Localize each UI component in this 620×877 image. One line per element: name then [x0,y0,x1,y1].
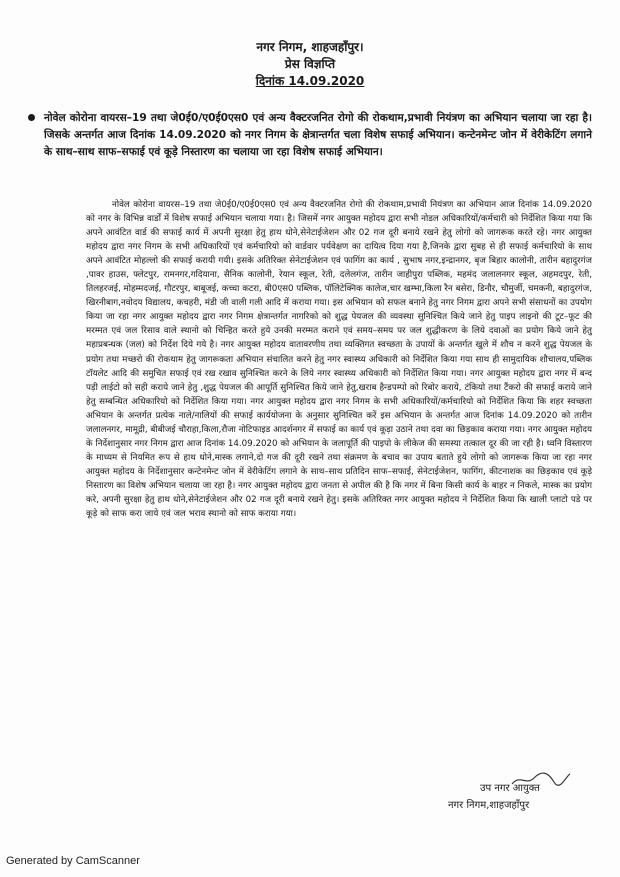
bullet-icon [28,114,35,121]
signatory-org: नगर निगम,शाहजहाँपुर [448,800,530,811]
body-paragraph: नोवेल कोरोना वायरस–19 तथा जे0ई0/ए0ई0एस0 एवं अन्य वैक्टरजनित रोगो की रोकथाम,प्रभावी नियंत्रण का अभियान आज दिनांक 14.09.2020 को नगर के विभिन्न वार्डों में विशेष सफाई अभियान चलाया गया। है। जिसमें नगर आयुक्त महोदय द्वारा सभी नोडल अधिकारियों/कर्मचारी को निर्देशित किया गया कि अपने आवंटित वार्ड की सफाई कार्य में अपनी सुरक्षा हेतु हाथ धोने,सेनेटाईजेशन और 02 गज दूरी बनाये रखने हेतु लोगो को जागरूक करते रहे। नगर आयुक्त महोदय द्वारा नगर निगम के सभी अधिकारियों एवं कर्मचारियो को वार्डवार पर्यवेक्षण का दायित्व दिया गया है,जिनके द्वारा सुबह से ही सफाई कर्मचारियो के साथ अपने आवंटित मोहल्लो की सफाई करायी गयी। इसके अतिरिक्त सेनेटाईजेशन एवं फागिंग का कार्य , सुभाष नगर,इन्द्रानगर, बृज बिहार कालोनी, तारीन बहादुरगंज ,पावर हाउस, फ्लेटपुर, रामनगर,गदियाना, सैनिक कालोनी, रेयान स्कूल, रेती, दलेलगंज, तारीन जाहीपुरा पब्लिक, महमंद जलालनगर स्कूल, अहमदपुर, रेती, तिलहरजई, मोहम्मदजई, गौटरपुर, बाबूजई, कच्चा कटरा, बी0एस0 पब्लिक, पॉलिटेक्निक कालेज,चार खम्भा,किला रैन बसेरा, डिनौर, चौमुर्जी, चमकनी, बहादुरगंज, खिरनीबाग,नवोदय विद्यालय, कचहरी, मंडी जी वाली गली आदि में कराया गया। इस अभियान को सफल बनाने हेतु नगर निगम द्वारा अपने सभी संसाधनों का उपयोग किया जा रहा नगर आयुक्त महोदय द्वारा नगर निगम क्षेत्रान्तर्गत नागरिको को शुद्ध पेयजल की व्यवस्था सुनिश्चित किये जाने हेतु पाइप लाइनो की टूट–फूट की मरम्मत एवं जल रिसाव वाले स्थानो को चिन्हित करते हुये उनकी मरम्मत कराने एवं समय–समय पर जल शुद्धीकरण के लिये दवाओं का प्रयोग किये जाने हेतु महाप्रबन्धक (जल) को निर्देश दिये गये है। नगर आयुक्त महोदय वातावरणीय तथा व्यक्तिगत स्वच्छता के उपायों के अन्तर्गत खुले में शौच न करने शुद्ध पेयजल के प्रयोग तथा मच्छरो की रोकथाम हेतु जागरूकता अभियान संचालित करने हेतु नगर स्वास्थ्य अधिकारी को निर्देशित किया गया साथ ही सामुदायिक शौचालय,पब्लिक टॉयलेट आदि की समुचित सफाई एवं रख रखाव सुनिश्चित करने के लिये नगर स्वास्थ्य अधिकारी को निर्देशित किया गया। नगर आयुक्त महोदय द्वारा नगर में बन्द पड़ी लाईटो को सही कराये जाने हेतु ,शुद्ध पेयजल की आपूर्ति सुनिश्चित किये जाने हेतु,खराब हैन्डपम्पो को रिबोर कराये, टंकियो तथा टैंकरो की सफाई कराये जाने हेतु सम्बन्धित अधिकारियो को निर्देशित किया गया। नगर आयुक्त महोदय द्वारा नगर निगम के सभी अधिकारियों/कर्मचारियो को निर्देशित किया कि शहर स्वच्छता अभियान के अन्तर्गत प्रत्येक नाले/नालियों की सफाई कार्ययोजना के अनुसार सुनिश्चित करें इस अभियान के अन्तर्गत आज दिनांक 14.09.2020 को तारीन जलालनगर, मामूद्री, बीबीजई चौराहा,किला,रौजा नोटिफाइड आदर्शनगर में सफाई का कार्य एवं कूड़ा उठाने तथा दवा का छिड़काव कराया गया। नगर आयुक्त महोदय के निर्देशानुसार नगर निगम द्वारा आज दिनांक 14.09.2020 को अभियान के जलापूर्ति की पाइपो के लीकेज की समस्या तत्काल दूर की जा रही है। ध्वनि विस्तारण के माध्यम से नियमित रूप से हाथ धोने,मास्क लगाने,दो गज की दूरी रखने तथा संक्रमण के बचाव का उपाय बताते हुये लोगो को जागरूक किया जा रहा नगर आयुक्त महोदय के निर्देशानुसार कन्टेनमेन्ट जोन में वेरीकेटिंग लगाने के साथ–साथ प्रतिदिन साफ–सफाई, सेनेटाईजेशन, फागिंग, कीटनाशक का छिड़काव एवं कूड़े निस्तारण का विशेष अभियान चलाया जा रहा है। नगर आयुक्त महोदय द्वारा जनता से अपील की है कि नगर में बिना किसी कार्य के बाहर न निकले, मास्क का प्रयोग करे, अपनी सुरक्षा हेतु हाथ धोने,सेनेटाईजेशन और 02 गज दूरी बनाये रखने हेतु। इसके अतिरिक्त नगर आयुक्त महोदय ने निर्देशित किया कि खाली प्लाटो पडे पर कूड़े को साफ करा जाये एवं जल भराव स्थानो को साफ कराया गया। [86,200,592,520]
body-text [86,198,592,521]
lead-paragraph: नोवेल कोरोना वायरस–19 तथा जे0ई0/ए0ई0एस0 एवं अन्य वैक्टरजनित रोगो की रोकथाम,प्रभावी नियंत्रण का अभियान चलाया जा रहा है। जिसके अन्तर्गत आज दिनांक 14.09.2020 को नगर निगम के क्षेत्रान्तर्गत चला विशेष सफाई अभियान। कन्टेनमेन्ट जोन में वेरीकेटिंग लगाने के साथ–साथ साफ–सफाई एवं कूड़े निस्तारण का चलाया जा रहा विशेष सफाई अभियान। [44,112,592,158]
org-heading: नगर निगम, शाहजहाँपुर। [256,40,364,54]
signatory-title: उप नगर आयुक्त [480,783,540,794]
document-type: प्रेस विज्ञप्ति [284,57,336,71]
document-date: दिनांक 14.09.2020 [255,74,365,88]
scanner-watermark: Generated by CamScanner [6,855,140,867]
